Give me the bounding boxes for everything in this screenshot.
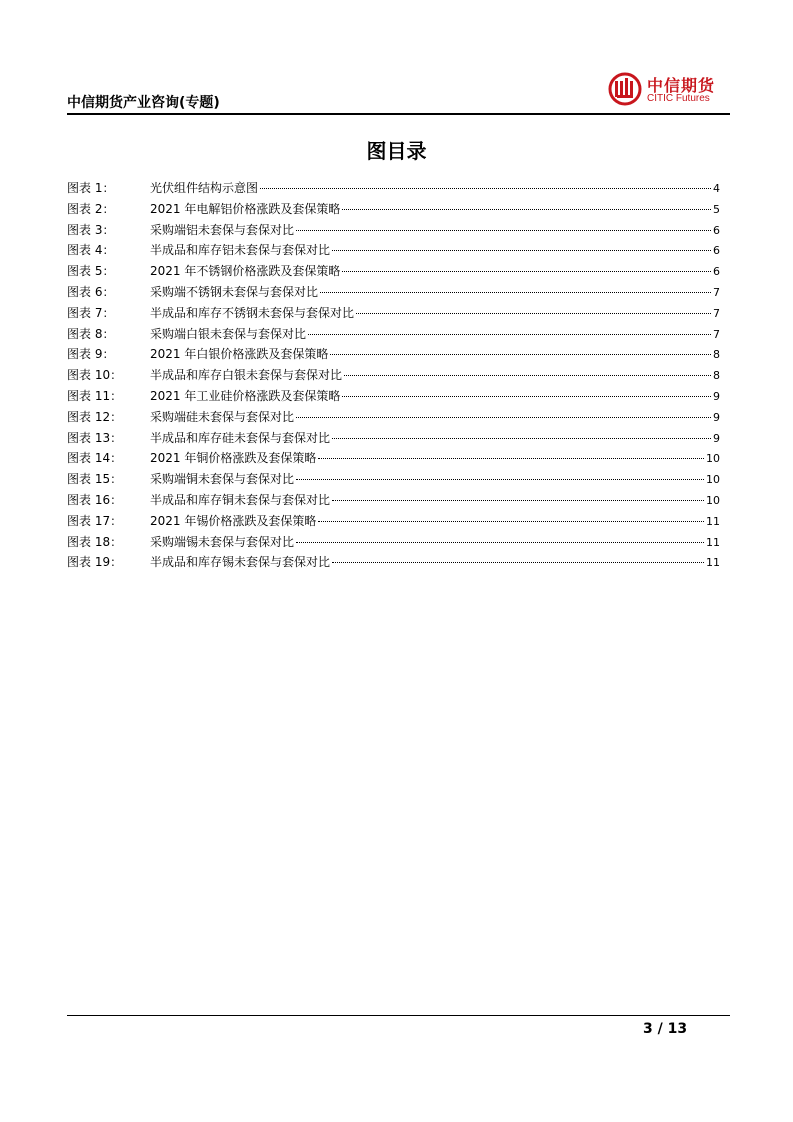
- toc-entry[interactable]: [67, 178, 720, 199]
- toc-entry-label: 图表 18：: [67, 534, 123, 549]
- toc-dot-leader: [320, 292, 711, 293]
- toc-entry-label: 图表 15：: [67, 472, 123, 487]
- toc-entry-title[interactable]: 半成品和库存不锈钢未套保与套保对比: [150, 305, 355, 320]
- logo-english-name: CITIC Futures: [647, 93, 710, 104]
- toc-entry[interactable]: [67, 511, 720, 532]
- toc-entry-line: [150, 365, 720, 387]
- toc-entry-title[interactable]: 采购端铝未套保与套保对比: [150, 222, 295, 237]
- toc-entry[interactable]: [67, 532, 720, 553]
- toc-entry-title[interactable]: 采购端白银未套保与套保对比: [150, 326, 307, 341]
- toc-entry-line: [150, 511, 720, 533]
- toc-entry-line: [150, 386, 720, 408]
- toc-entry[interactable]: [67, 552, 720, 573]
- toc-entry-title[interactable]: 2021 年白银价格涨跌及套保策略: [150, 347, 329, 362]
- toc-entry-label: 图表 4：: [67, 243, 115, 258]
- citic-logo-icon: [608, 72, 642, 106]
- toc-entry-page: 9: [713, 410, 720, 424]
- toc-entry-title[interactable]: 2021 年铜价格涨跌及套保策略: [150, 451, 317, 466]
- toc-entry-page: 11: [706, 556, 720, 570]
- toc-dot-leader: [332, 438, 711, 439]
- toc-entry[interactable]: [67, 324, 720, 345]
- toc-entry-label: 图表 17：: [67, 513, 123, 528]
- toc-entry[interactable]: [67, 240, 720, 261]
- toc-entry-line: [150, 282, 720, 304]
- toc-entry-title[interactable]: 采购端硅未套保与套保对比: [150, 409, 295, 424]
- toc-entry-line: [150, 428, 720, 450]
- toc-entry-line: [150, 490, 720, 512]
- toc-entry[interactable]: [67, 448, 720, 469]
- toc-entry-label: 图表 5：: [67, 264, 115, 279]
- toc-entry-label: 图表 11：: [67, 388, 123, 403]
- toc-entry-label: 图表 12：: [67, 409, 123, 424]
- toc-entry[interactable]: [67, 220, 720, 241]
- toc-entry-label: 图表 3：: [67, 222, 115, 237]
- figure-list: [67, 178, 720, 573]
- toc-entry[interactable]: [67, 199, 720, 220]
- toc-entry-line: [150, 303, 720, 325]
- toc-entry[interactable]: [67, 365, 720, 386]
- toc-entry-label: 图表 9：: [67, 347, 115, 362]
- toc-entry-label: 图表 19：: [67, 555, 123, 570]
- toc-entry-label: 图表 14：: [67, 451, 123, 466]
- toc-dot-leader: [342, 209, 711, 210]
- toc-entry-page: 10: [706, 452, 720, 466]
- header-divider: [67, 113, 730, 115]
- toc-entry-line: [150, 324, 720, 346]
- toc-dot-leader: [308, 334, 711, 335]
- toc-dot-leader: [318, 458, 704, 459]
- toc-entry-label: 图表 10：: [67, 368, 123, 383]
- toc-entry-page: 9: [713, 431, 720, 445]
- toc-entry-label: 图表 7：: [67, 305, 115, 320]
- toc-dot-leader: [330, 354, 711, 355]
- toc-entry-title[interactable]: 采购端锡未套保与套保对比: [150, 534, 295, 549]
- toc-dot-leader: [296, 542, 704, 543]
- toc-entry-title[interactable]: 采购端不锈钢未套保与套保对比: [150, 284, 319, 299]
- toc-entry[interactable]: [67, 490, 720, 511]
- toc-entry-line: [150, 199, 720, 221]
- toc-dot-leader: [296, 479, 704, 480]
- footer-divider: [67, 1015, 730, 1016]
- toc-entry-line: [150, 552, 720, 574]
- toc-entry-page: 10: [706, 493, 720, 507]
- toc-entry-page: 10: [706, 473, 720, 487]
- toc-entry-label: 图表 6：: [67, 284, 115, 299]
- toc-entry-page: 9: [713, 389, 720, 403]
- toc-entry[interactable]: [67, 303, 720, 324]
- toc-entry-title[interactable]: 半成品和库存硅未套保与套保对比: [150, 430, 331, 445]
- toc-entry-page: 11: [706, 514, 720, 528]
- toc-entry-line: [150, 469, 720, 491]
- toc-entry[interactable]: [67, 282, 720, 303]
- toc-dot-leader: [356, 313, 711, 314]
- toc-entry-label: 图表 1：: [67, 181, 115, 195]
- toc-entry[interactable]: [67, 407, 720, 428]
- toc-entry-line: [150, 220, 720, 242]
- toc-entry-label: 图表 13：: [67, 430, 123, 445]
- citic-futures-logo: [608, 70, 728, 108]
- toc-entry-page: 7: [713, 306, 720, 320]
- toc-dot-leader: [344, 375, 711, 376]
- toc-entry-line: [150, 178, 720, 200]
- toc-entry-title[interactable]: 2021 年不锈钢价格涨跌及套保策略: [150, 264, 341, 279]
- toc-dot-leader: [296, 417, 711, 418]
- toc-entry-page: 6: [713, 265, 720, 279]
- toc-dot-leader: [332, 500, 704, 501]
- toc-entry-line: [150, 261, 720, 283]
- logo-chinese-name: 中信期货: [647, 76, 716, 95]
- toc-entry-page: 11: [706, 535, 720, 549]
- toc-entry-title[interactable]: 2021 年电解铝价格涨跌及套保策略: [150, 201, 341, 216]
- toc-entry[interactable]: [67, 261, 720, 282]
- toc-entry[interactable]: [67, 469, 720, 490]
- toc-entry[interactable]: [67, 428, 720, 449]
- toc-entry-page: 7: [713, 285, 720, 299]
- toc-entry-line: [150, 532, 720, 554]
- toc-entry-line: [150, 448, 720, 470]
- toc-entry-title[interactable]: 半成品和库存白银未套保与套保对比: [150, 368, 343, 383]
- toc-entry-page: 4: [713, 182, 720, 195]
- toc-entry[interactable]: [67, 344, 720, 365]
- toc-entry-line: [150, 407, 720, 429]
- toc-entry-page: 8: [713, 369, 720, 383]
- toc-entry-title[interactable]: 采购端铜未套保与套保对比: [150, 472, 295, 487]
- toc-dot-leader: [332, 250, 711, 251]
- toc-entry-title[interactable]: 半成品和库存铝未套保与套保对比: [150, 243, 331, 258]
- toc-dot-leader: [260, 188, 711, 189]
- page-title: 图目录: [366, 139, 427, 163]
- toc-entry-page: 7: [713, 327, 720, 341]
- toc-entry-title[interactable]: 半成品和库存锡未套保与套保对比: [150, 555, 331, 570]
- toc-entry-title[interactable]: 半成品和库存铜未套保与套保对比: [150, 492, 331, 507]
- toc-dot-leader: [342, 396, 711, 397]
- toc-dot-leader: [318, 521, 704, 522]
- toc-dot-leader: [296, 230, 711, 231]
- toc-entry-label: 图表 16：: [67, 492, 123, 507]
- report-header-title: 中信期货产业咨询(专题): [67, 95, 220, 111]
- toc-entry-line: [150, 240, 720, 262]
- toc-entry-title[interactable]: 2021 年锡价格涨跌及套保策略: [150, 513, 317, 528]
- page-number: 3 / 13: [643, 1021, 688, 1037]
- toc-entry-line: [150, 344, 720, 366]
- toc-entry-page: 8: [713, 348, 720, 362]
- toc-dot-leader: [342, 271, 711, 272]
- toc-entry-title[interactable]: 2021 年工业硅价格涨跌及套保策略: [150, 388, 341, 403]
- toc-entry[interactable]: [67, 386, 720, 407]
- toc-entry-title[interactable]: 光伏组件结构示意图: [150, 181, 259, 195]
- toc-entry-page: 6: [713, 223, 720, 237]
- toc-entry-page: 5: [713, 202, 720, 216]
- toc-entry-label: 图表 8：: [67, 326, 115, 341]
- toc-dot-leader: [332, 562, 704, 563]
- toc-entry-page: 6: [713, 244, 720, 258]
- toc-entry-label: 图表 2：: [67, 201, 115, 216]
